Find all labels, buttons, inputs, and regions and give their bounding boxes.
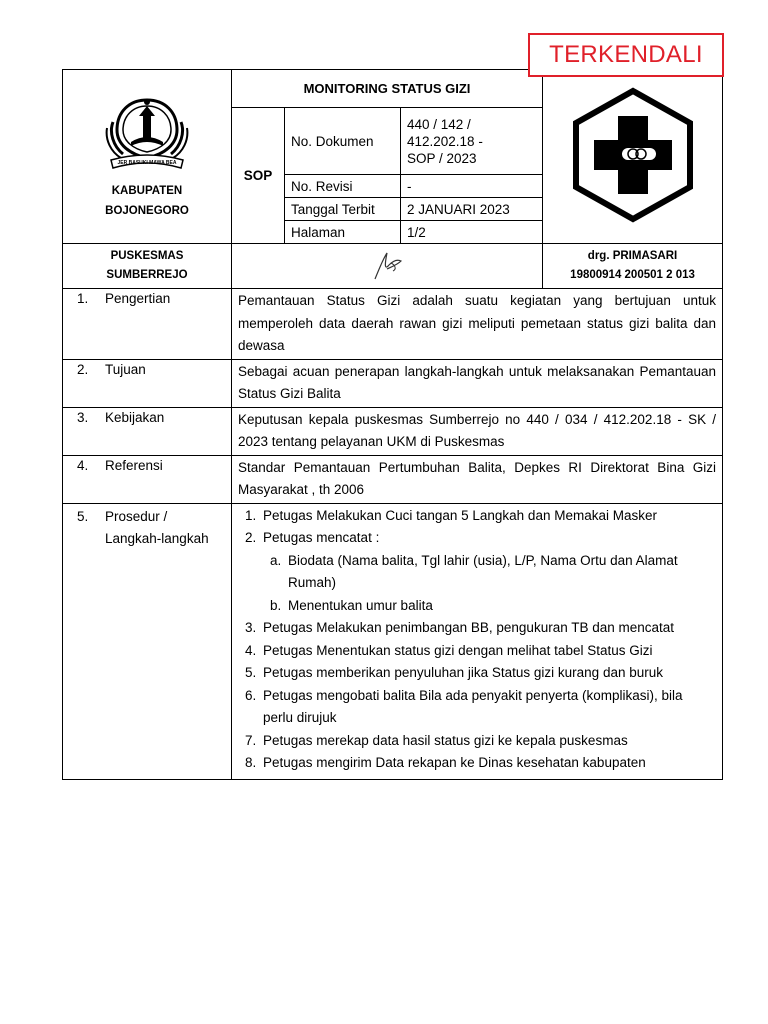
sop-label: SOP (232, 108, 285, 244)
puskesmas-name-cell (63, 244, 232, 289)
procedure-label-line2: Langkah-langkah (105, 531, 209, 546)
section-row (63, 289, 723, 360)
puskesmas-line2: SUMBERREJO (106, 269, 188, 281)
district-line1: KABUPATEN (111, 185, 183, 197)
puskesmas-logo-icon (560, 82, 706, 228)
section-text: Sebagai acuan penerapan langkah-langkah untuk melaksanakan Pemantauan Status Gizi Balita (232, 359, 723, 407)
puskesmas-logo-cell (543, 70, 723, 244)
section-row (63, 455, 723, 503)
bojonegoro-crest-icon (99, 92, 195, 174)
section-row (63, 407, 723, 455)
document-title: MONITORING STATUS GIZI (232, 70, 543, 108)
procedure-steps-cell (232, 503, 723, 779)
section-number: 3. (77, 409, 89, 425)
signer-cell (543, 244, 723, 289)
sop-table (62, 69, 723, 780)
section-number: 2. (77, 361, 89, 377)
procedure-row (63, 503, 723, 779)
meta-label-tanggal: Tanggal Terbit (285, 198, 401, 221)
procedure-steps (238, 505, 716, 775)
section-label: Referensi (105, 457, 163, 473)
section-text: Keputusan kepala puskesmas Sumberrejo no 440 / 034 / 412.202.18 - SK / 2023 tentang pelayanan UKM di Puskesmas (232, 407, 723, 455)
section-label: Pengertian (105, 291, 171, 306)
section-row (63, 359, 723, 407)
meta-value-tanggal: 2 JANUARI 2023 (401, 198, 543, 221)
substeps (263, 550, 716, 618)
signer-nip: 19800914 200501 2 013 (570, 269, 695, 281)
section-text: Standar Pemantauan Pertumbuhan Balita, Depkes RI Direktorat Bina Gizi Masyarakat , th 2006 (232, 455, 723, 503)
controlled-stamp: TERKENDALI (528, 33, 724, 77)
step-item: 7. Petugas merekap data hasil status gizi ke kepala puskesmas (260, 730, 716, 753)
meta-value-halaman: 1/2 (401, 221, 543, 244)
crest-ribbon-text: JER BASUKI MAWA BEA (117, 160, 177, 166)
signer-name: drg. PRIMASARI (587, 250, 678, 262)
substep-item: b. Menentukan umur balita (285, 595, 716, 618)
meta-value-dokumen: 440 / 142 / 412.202.18 - SOP / 2023 (401, 108, 543, 175)
meta-label-halaman: Halaman (285, 221, 401, 244)
step-item: 2. Petugas mencatat : a. Biodata (Nama balita, Tgl lahir (usia), L/P, Nama Ortu dan Alamat Rumah) b. Menentukan umur balita (260, 527, 716, 617)
signature-cell (232, 244, 543, 289)
step-item: 5. Petugas memberikan penyuluhan jika Status gizi kurang dan buruk (260, 662, 716, 685)
section-number: 1. (77, 291, 89, 306)
section-label: Tujuan (105, 361, 146, 377)
section-label: Kebijakan (105, 409, 165, 425)
section-number: 5. (77, 508, 89, 524)
section-text: Pemantauan Status Gizi adalah suatu kegiatan yang bertujuan untuk memperoleh data daerah rawan gizi meliputi pemetaan status gizi balita dan dewasa (232, 289, 723, 360)
step-item: 4. Petugas Menentukan status gizi dengan melihat tabel Status Gizi (260, 640, 716, 663)
step-item: 3. Petugas Melakukan penimbangan BB, pengukuran TB dan mencatat (260, 617, 716, 640)
step-item: 6. Petugas mengobati balita Bila ada penyakit penyerta (komplikasi), bila perlu dirujuk (260, 685, 716, 730)
signature-icon (367, 247, 407, 283)
meta-value-revisi: - (401, 175, 543, 198)
step-item: 1. Petugas Melakukan Cuci tangan 5 Langkah dan Memakai Masker (260, 505, 716, 528)
procedure-label-line1: Prosedur / (105, 508, 168, 524)
substep-item: a. Biodata (Nama balita, Tgl lahir (usia), L/P, Nama Ortu dan Alamat Rumah) (285, 550, 716, 595)
section-number: 4. (77, 457, 89, 473)
meta-label-revisi: No. Revisi (285, 175, 401, 198)
district-logo-cell (63, 70, 232, 244)
district-line2: BOJONEGORO (105, 205, 189, 217)
puskesmas-line1: PUSKESMAS (110, 250, 184, 262)
step-item: 8. Petugas mengirim Data rekapan ke Dinas kesehatan kabupaten (260, 752, 716, 775)
meta-label-dokumen: No. Dokumen (285, 108, 401, 175)
